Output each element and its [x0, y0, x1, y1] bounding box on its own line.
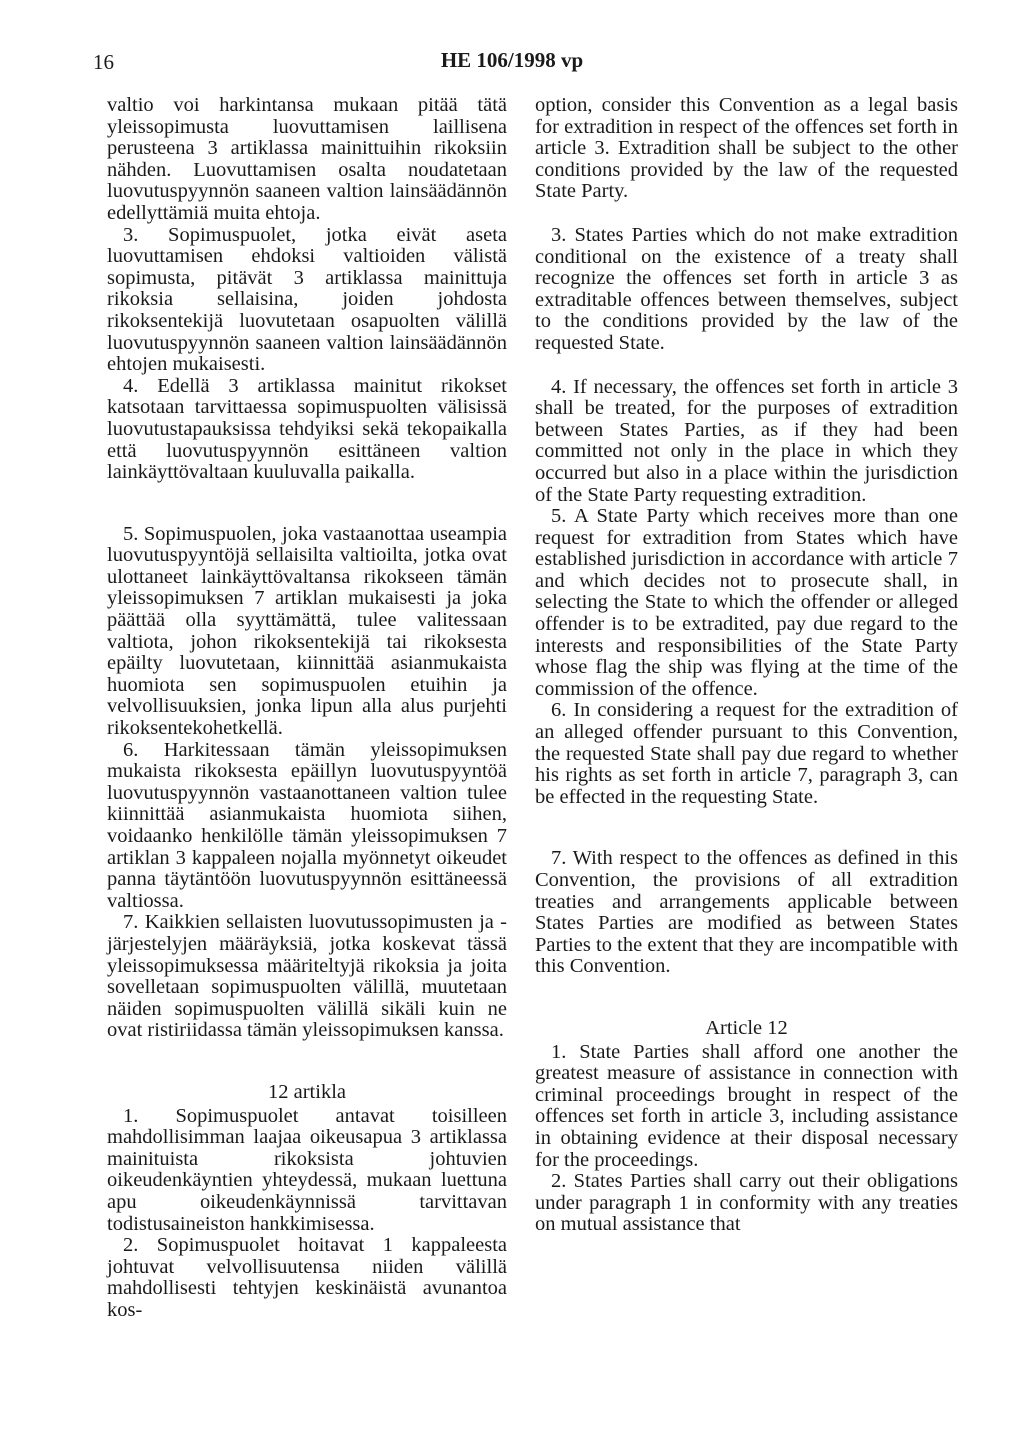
- fi-paragraph-3: 3. Sopimuspuolet, jotka eivät aseta luovuttamisen ehdoksi valtioiden välistä sopimusta, pitävät 3 artiklassa mainittuja rikoksia sellaisina, joiden johdosta rikoksentekijä luovutetaan osapuolten välillä luovutuspyynnön saaneen valtion lainsäädännön ehtojen mukaisesti.: [107, 223, 507, 376]
- fi-paragraph-6: 6. Harkitessaan tämän yleissopimuksen mukaista rikoksesta epäillyn luovutuspyyntöä luovutuspyynnön vastaanottaneen valtion tulee kiinnittää asianmukaista huomiota siihen, voidaanko henkilölle tämän yleissopimuksen 7 artiklan 3 kappaleen nojalla myönnetyt oikeudet panna täytäntöön luovutuspyynnön esittäneessä valtiossa.: [107, 738, 507, 912]
- fi-article12-paragraph-1: 1. Sopimuspuolet antavat toisilleen mahdollisimman laajaa oikeusapua 3 artiklassa mainituista rikoksista johtuvien oikeudenkäyntien yhteydessä, mukaan luettuna apu oikeudenkäynnissä tarvittavan todistusaineiston hankkimisessa.: [107, 1104, 507, 1235]
- en-article12-paragraph-2: 2. States Parties shall carry out their obligations under paragraph 1 in conformity with any treaties on mutual assistance that: [535, 1170, 958, 1236]
- en-article12-paragraph-1: 1. State Parties shall afford one another the greatest measure of assistance in connection with criminal proceedings brought in respect of the offences set forth in article 3, including assistance in obtaining evidence at their disposal necessary for the proceedings.: [535, 1040, 958, 1171]
- fi-paragraph-4: 4. Edellä 3 artiklassa mainitut rikokset katsotaan tarvittaessa sopimuspuolten välisissä luovutustapauksissa tehdyiksi sekä tekopaikalla että luovutuspyynnön esittäneen valtion lainkäyttövaltaan kuuluvalla paikalla.: [107, 374, 507, 484]
- fi-article-heading: 12 artikla: [268, 1080, 346, 1103]
- en-article-heading: Article 12: [705, 1016, 788, 1039]
- page-number: 16: [93, 50, 114, 74]
- english-column: [535, 95, 958, 1236]
- en-paragraph-5: 5. A State Party which receives more than one request for extradition from States which have established jurisdiction in accordance with article 7 and which decides not to prosecute shall, in selecting the State to which the offender or alleged offender is to be extradited, pay due regard to the interests and responsibilities of the State Party whose flag the ship was flying at the time of the commission of the offence.: [535, 505, 958, 700]
- fi-paragraph-7: 7. Kaikkien sellaisten luovutussopimusten ja -järjestelyjen määräyksiä, jotka koskevat tässä yleissopimuksessa määriteltyjä rikoksia ja joita sovelletaan sopimuspuolten välillä, muutetaan näiden sopimuspuolten välillä sikäli kuin ne ovat ristiriidassa tämän yleissopimuksen kanssa.: [107, 911, 507, 1042]
- fi-paragraph-intro: valtio voi harkintansa mukaan pitää tätä yleissopimusta luovuttamisen laillisena perusteena 3 artiklassa mainittuihin rikoksiin nähden. Luovuttamisen osalta noudatetaan luovutuspyynnön saaneen valtion lainsäädännön edellyttämiä muita ehtoja.: [107, 94, 507, 224]
- en-paragraph-3: 3. States Parties which do not make extradition conditional on the existence of a treaty shall recognize the offences set forth in article 3 as extraditable offences between themselves, subject to the conditions provided by the law of the requested State.: [535, 223, 958, 354]
- fi-paragraph-5: 5. Sopimuspuolen, joka vastaanottaa useampia luovutuspyyntöjä sellaisilta valtioilta, jotka ovat ulottaneet lainkäyttövaltansa rikokseen tämän yleissopimuksen 7 artiklan mukaisesti ja joka päättää olla syyttämättä, tulee valitessaan valtiota, johon rikoksentekijä tai rikoksesta epäilty luovutetaan, kiinnittää asianmukaista huomiota sen sopimuspuolen etuihin ja velvollisuuksien, jonka lipun alla alus purjehti rikoksentekohetkellä.: [107, 522, 507, 740]
- en-paragraph-6: 6. In considering a request for the extradition of an alleged offender pursuant to this Convention, the requested State shall pay due regard to whether his rights as set forth in article 7, paragraph 3, can be effected in the requesting State.: [535, 699, 958, 808]
- en-paragraph-intro: option, consider this Convention as a legal basis for extradition in respect of the offences set forth in article 3. Extradition shall be subject to the other conditions provided by the law of the requested State Party.: [535, 94, 958, 203]
- en-paragraph-4: 4. If necessary, the offences set forth in article 3 shall be treated, for the purposes of extradition between States Parties, as if they had been committed not only in the place in which they occurred but also in a place within the jurisdiction of the State Party requesting extradition.: [535, 375, 958, 506]
- fi-article12-paragraph-2: 2. Sopimuspuolet hoitavat 1 kappaleesta johtuvat velvollisuutensa niiden välillä mahdollisesti tehtyjen keskinäistä avunantoa kos-: [107, 1234, 507, 1321]
- running-head: HE 106/1998 vp: [440, 48, 584, 72]
- finnish-column: [107, 95, 507, 1321]
- en-paragraph-7: 7. With respect to the offences as defined in this Convention, the provisions of all extradition treaties and arrangements applicable between States Parties are modified as between States Parties to the extent that they are incompatible with this Convention.: [535, 847, 958, 978]
